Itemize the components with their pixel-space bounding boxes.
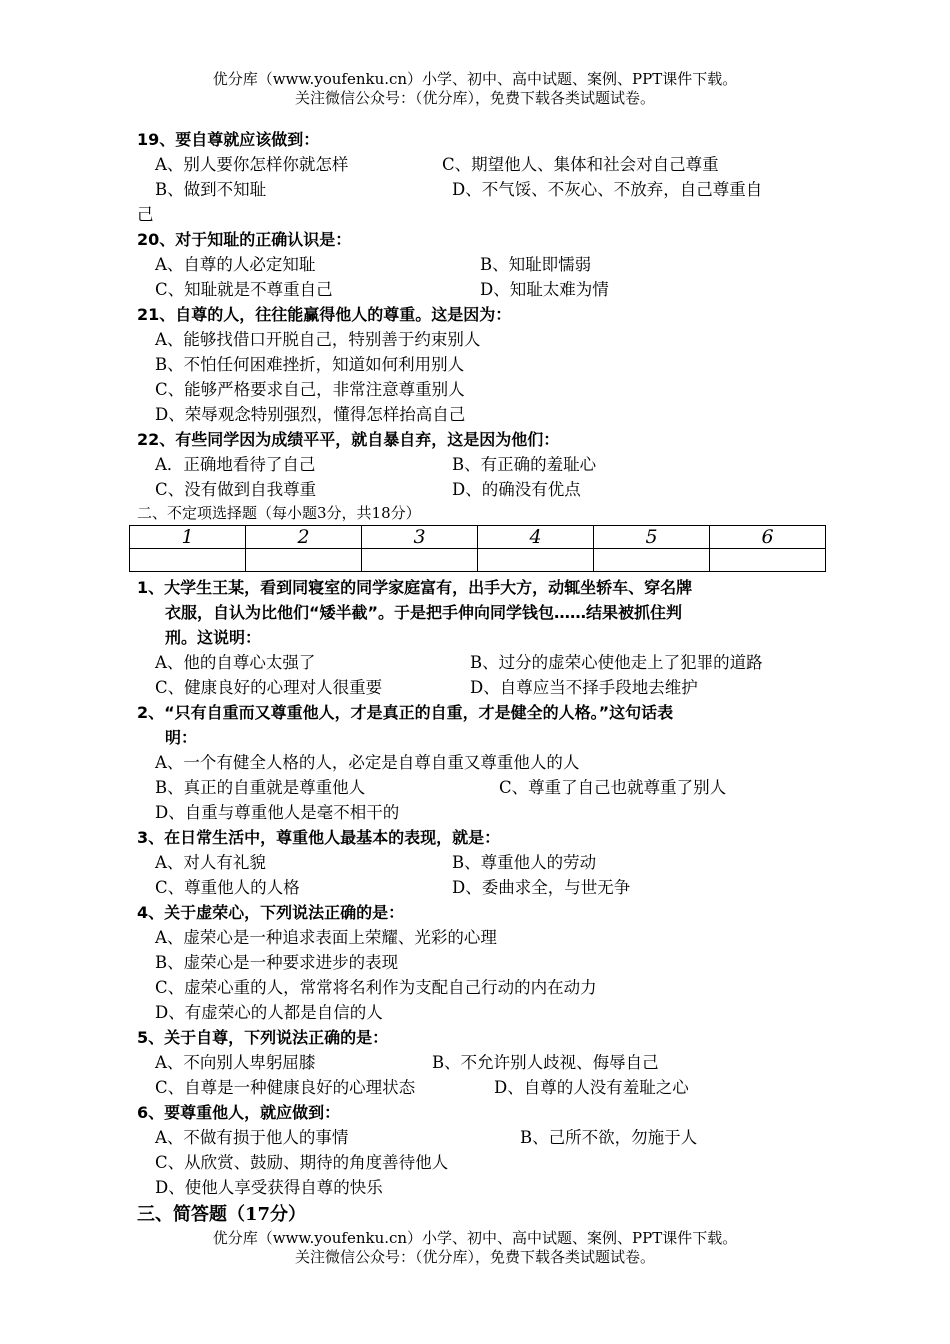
- option-d: D、委曲求全，与世无争: [452, 878, 631, 897]
- answer-table-blank-row: [130, 549, 826, 572]
- option-d: D、不气馁、不灰心、不放弃，自己尊重自: [452, 180, 763, 199]
- page-footer: [0, 1229, 950, 1267]
- answer-table-header-cell: 1: [130, 526, 246, 549]
- question-22-row-2: [137, 477, 827, 502]
- header-line-2: 关注微信公众号：（优分库），免费下载各类试题试卷。: [294, 89, 655, 107]
- s2-question-2-row-2: [137, 775, 827, 800]
- option-d: D、的确没有优点: [452, 480, 581, 499]
- question-22-row-1: [137, 452, 827, 477]
- option-a: A、对人有礼貌: [155, 853, 266, 872]
- option-b: B、尊重他人的劳动: [452, 853, 597, 872]
- answer-cell[interactable]: [710, 549, 826, 572]
- answer-table-header-cell: 6: [710, 526, 826, 549]
- option-b: B、不怕任何困难挫折，知道如何利用别人: [155, 355, 465, 374]
- s2-question-2-stem-line-1: 2、“只有自重而又尊重他人，才是真正的自重，才是健全的人格。”这句话表: [137, 703, 674, 722]
- question-21-stem: 21、自尊的人，往往能赢得他人的尊重。这是因为：: [137, 305, 512, 324]
- answer-cell[interactable]: [362, 549, 478, 572]
- option-d: D、自尊应当不择手段地去维护: [470, 678, 698, 697]
- option-a: A、自尊的人必定知耻: [155, 255, 316, 274]
- option-d: D、知耻太难为情: [480, 280, 609, 299]
- option-c: C、尊重他人的人格: [155, 878, 300, 897]
- answer-table-header-cell: 3: [362, 526, 478, 549]
- question-19-wrap: 己: [137, 205, 154, 224]
- exam-content: [137, 127, 827, 1230]
- question-19-row-2: [137, 177, 827, 202]
- option-c: C、从欣赏、鼓励、期待的角度善待他人: [155, 1153, 449, 1172]
- answer-table-header-cell: 2: [246, 526, 362, 549]
- answer-table-header-cell: 5: [594, 526, 710, 549]
- option-b: B、有正确的羞耻心: [452, 455, 597, 474]
- option-c: C、尊重了自己也就尊重了别人: [499, 778, 727, 797]
- question-20-row-2: [137, 277, 827, 302]
- question-20-stem: 20、对于知耻的正确认识是：: [137, 230, 352, 249]
- option-b: B、过分的虚荣心使他走上了犯罪的道路: [470, 653, 763, 672]
- footer-line-2: 关注微信公众号：（优分库），免费下载各类试题试卷。: [294, 1248, 655, 1266]
- option-c: C、知耻就是不尊重自己: [155, 280, 333, 299]
- s2-question-4-stem: 4、关于虚荣心，下列说法正确的是：: [137, 903, 405, 922]
- option-a: A、不做有损于他人的事情: [155, 1128, 349, 1147]
- answer-cell[interactable]: [130, 549, 246, 572]
- answer-table-header-cell: 4: [478, 526, 594, 549]
- option-d: D、有虚荣心的人都是自信的人: [155, 1003, 383, 1022]
- option-a: A、能够找借口开脱自己，特别善于约束别人: [155, 330, 481, 349]
- option-a: A、别人要你怎样你就怎样: [155, 155, 349, 174]
- option-c: C、虚荣心重的人，常常将名利作为支配自己行动的内在动力: [155, 978, 597, 997]
- page-header: [0, 70, 950, 108]
- s2-question-2-stem-line-2: 明：: [165, 728, 198, 747]
- question-20-row-1: [137, 252, 827, 277]
- option-c: C、能够严格要求自己，非常注意尊重别人: [155, 380, 465, 399]
- option-b: B、知耻即懦弱: [480, 255, 592, 274]
- s2-question-1-row-1: [137, 650, 827, 675]
- answer-cell[interactable]: [594, 549, 710, 572]
- s2-question-3-stem: 3、在日常生活中，尊重他人最基本的表现，就是：: [137, 828, 501, 847]
- s2-question-1-stem-line-3: 刑。这说明：: [165, 628, 262, 647]
- s2-question-5-stem: 5、关于自尊，下列说法正确的是：: [137, 1028, 389, 1047]
- answer-table: [129, 525, 826, 572]
- option-b: B、真正的自重就是尊重他人: [155, 778, 366, 797]
- question-19-stem: 19、要自尊就应该做到：: [137, 130, 320, 149]
- question-19-row-1: [137, 152, 827, 177]
- option-a: A、他的自尊心太强了: [155, 653, 316, 672]
- s2-question-6-stem: 6、要尊重他人，就应做到：: [137, 1103, 341, 1122]
- answer-cell[interactable]: [478, 549, 594, 572]
- option-b: B、不允许别人歧视、侮辱自己: [432, 1053, 659, 1072]
- option-c: C、健康良好的心理对人很重要: [155, 678, 383, 697]
- section-2-title: 二、不定项选择题（每小题3分，共18分）: [137, 504, 421, 522]
- option-b: B、己所不欲，勿施于人: [520, 1128, 698, 1147]
- option-b: B、虚荣心是一种要求进步的表现: [155, 953, 399, 972]
- option-a: A．正确地看待了自己: [155, 455, 316, 474]
- s2-question-5-row-1: [137, 1050, 827, 1075]
- option-b: B、做到不知耻: [155, 180, 267, 199]
- s2-question-1-stem-line-1: 1、大学生王某，看到同寝室的同学家庭富有，出手大方，动辄坐轿车、穿名牌: [137, 578, 693, 597]
- option-a: A、一个有健全人格的人，必定是自尊自重又尊重他人的人: [155, 753, 580, 772]
- option-d: D、使他人享受获得自尊的快乐: [155, 1178, 383, 1197]
- option-d: D、自重与尊重他人是毫不相干的: [155, 803, 400, 822]
- s2-question-3-row-2: [137, 875, 827, 900]
- footer-line-1: 优分库（www.youfenku.cn）小学、初中、高中试题、案例、PPT课件下载。: [212, 1229, 738, 1247]
- s2-question-3-row-1: [137, 850, 827, 875]
- question-22-stem: 22、有些同学因为成绩平平，就自暴自弃，这是因为他们：: [137, 430, 560, 449]
- option-c: C、期望他人、集体和社会对自己尊重: [442, 155, 719, 174]
- header-line-1: 优分库（www.youfenku.cn）小学、初中、高中试题、案例、PPT课件下载。: [212, 70, 738, 88]
- s2-question-1-row-2: [137, 675, 827, 700]
- s2-question-1-stem-line-2: 衣服，自认为比他们“矮半截”。于是把手伸向同学钱包……结果被抓住判: [165, 603, 683, 622]
- option-a: A、不向别人卑躬屈膝: [155, 1053, 316, 1072]
- option-a: A、虚荣心是一种追求表面上荣耀、光彩的心理: [155, 928, 497, 947]
- section-3-title: 三、简答题（17分）: [137, 1204, 307, 1225]
- option-d: D、自尊的人没有羞耻之心: [494, 1078, 689, 1097]
- answer-table-header-row: [130, 526, 826, 549]
- option-d: D、荣辱观念特别强烈，懂得怎样抬高自己: [155, 405, 466, 424]
- option-c: C、自尊是一种健康良好的心理状态: [155, 1078, 416, 1097]
- option-c: C、没有做到自我尊重: [155, 480, 317, 499]
- s2-question-6-row-1: [137, 1125, 827, 1150]
- answer-cell[interactable]: [246, 549, 362, 572]
- s2-question-5-row-2: [137, 1075, 827, 1100]
